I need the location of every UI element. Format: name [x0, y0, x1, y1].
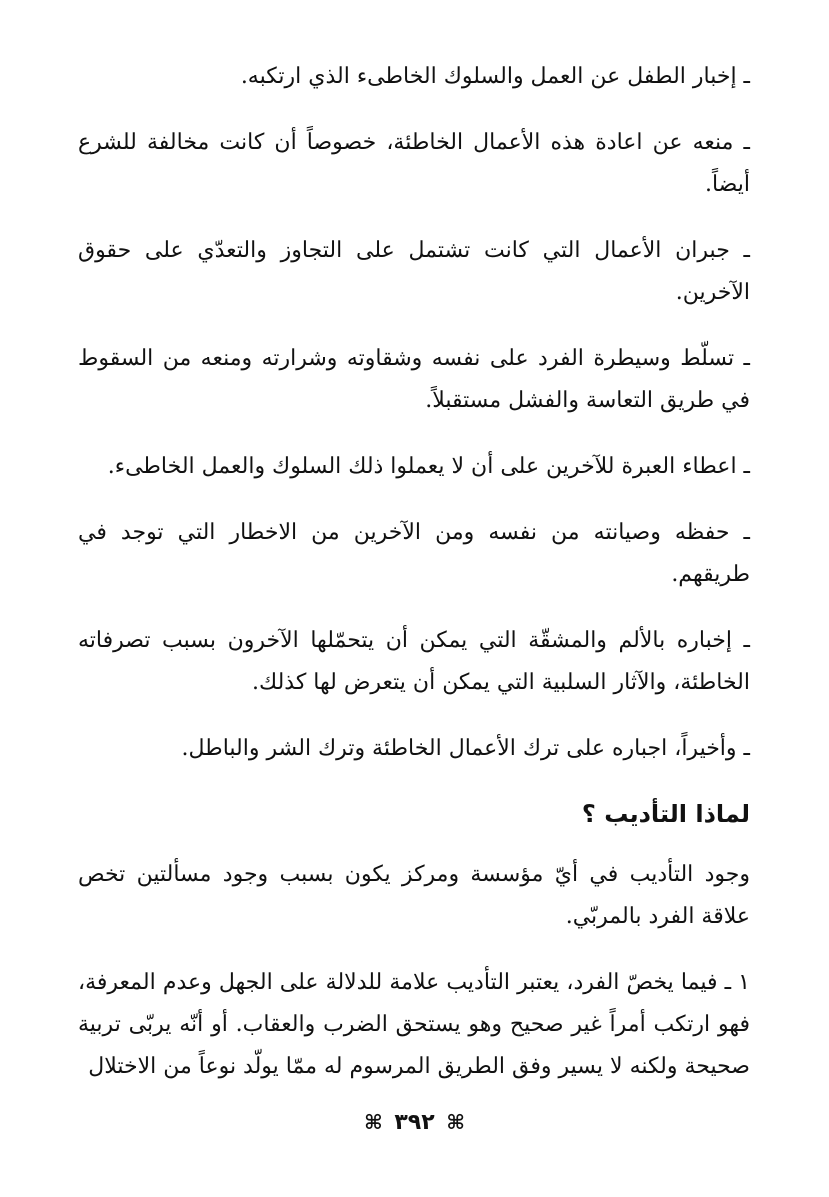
- ornament-icon: ⌘: [446, 1110, 465, 1134]
- bullet-paragraph-2: ـ منعه عن اعادة هذه الأعمال الخاطئة، خصوصاً أن كانت مخالفة للشرع أيضاً.: [78, 130, 750, 197]
- ornament-icon: ⌘: [364, 1110, 383, 1134]
- bullet-paragraph-5: ـ اعطاء العبرة للآخرين على أن لا يعملوا ذلك السلوك والعمل الخاطىء.: [107, 454, 750, 479]
- page-content: [78, 56, 750, 1136]
- bullet-paragraph-8: ـ وأخيراً، اجباره على ترك الأعمال الخاطئة وترك الشر والباطل.: [181, 736, 750, 761]
- page-footer: [0, 1110, 829, 1135]
- page-number: ٣٩٢: [394, 1110, 435, 1135]
- section-heading: لماذا التأديب ؟: [581, 800, 750, 828]
- bullet-paragraph-7: ـ إخباره بالألم والمشقّة التي يمكن أن يتحمّلها الآخرون بسبب تصرفاته الخاطئة، والآثار السلبية التي يمكن أن يتعرض لها كذلك.: [78, 628, 750, 695]
- bullet-paragraph-4: ـ تسلّط وسيطرة الفرد على نفسه وشقاوته وشرارته ومنعه من السقوط في طريق التعاسة والفشل مستقبلاً.: [78, 346, 750, 413]
- body-paragraph-1: وجود التأديب في أيّ مؤسسة ومركز يكون بسبب وجود مسألتين تخص علاقة الفرد بالمربّي.: [78, 862, 750, 929]
- bullet-paragraph-6: ـ حفظه وصيانته من نفسه ومن الآخرين من الاخطار التي توجد في طريقهم.: [78, 520, 750, 587]
- bullet-paragraph-3: ـ جبران الأعمال التي كانت تشتمل على التجاوز والتعدّي على حقوق الآخرين.: [78, 238, 750, 305]
- body-paragraph-2: ١ ـ فيما يخصّ الفرد، يعتبر التأديب علامة للدلالة على الجهل وعدم المعرفة، فهو ارتكب أمراً غير صحيح وهو يستحق الضرب والعقاب. أو أنّه يربّى تربية صحيحة ولكنه لا يسير وفق الطريق المرسوم له ممّا يولّد نوعاً من الاختلال: [78, 970, 750, 1079]
- bullet-paragraph-1: ـ إخبار الطفل عن العمل والسلوك الخاطىء الذي ارتكبه.: [240, 64, 750, 89]
